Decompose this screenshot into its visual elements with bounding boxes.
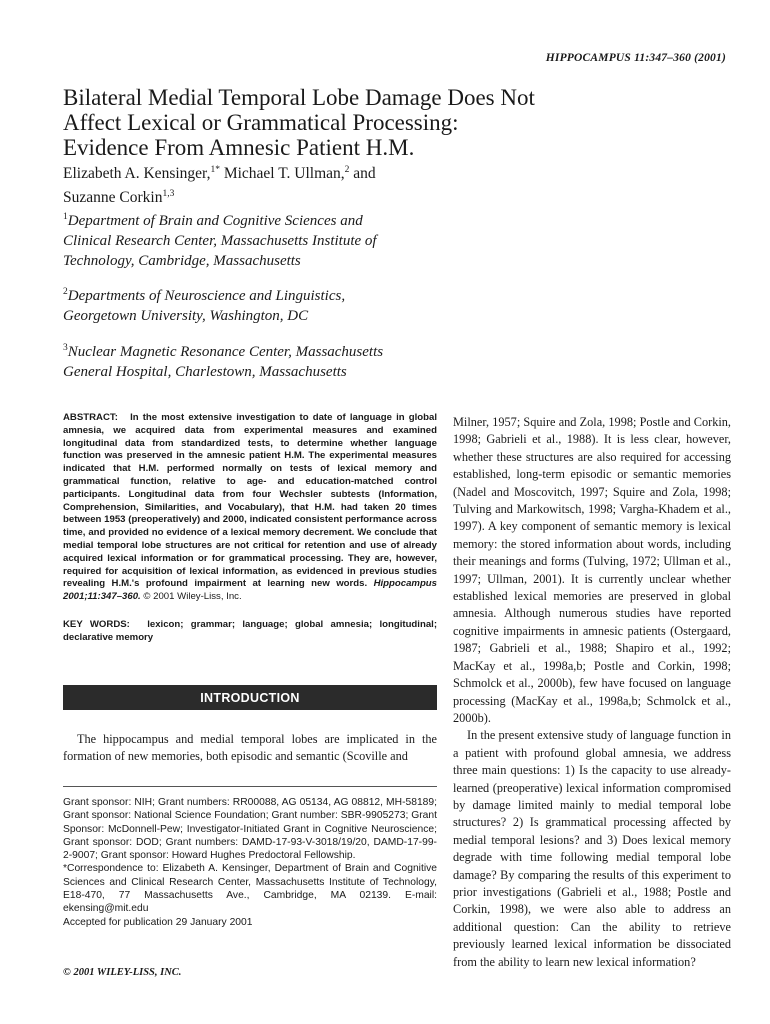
abstract-publisher: © 2001 Wiley-Liss, Inc. <box>143 591 242 603</box>
author-list <box>63 160 563 208</box>
keywords-label: KEY WORDS: <box>63 619 130 630</box>
title-line: Affect Lexical or Grammatical Processing: <box>63 110 459 135</box>
grant-footnote: Grant sponsor: NIH; Grant numbers: RR00088, AG 05134, AG 08812, MH-58189; Grant sponsor: National Science Foundation; Grant number: SBR-9905273; Grant Sponsor: McDonnell-Pew; Investigator-Initiated Grant in Cognitive Neuroscience; Grant sponsor: DOD; Grant numbers: DAMD-17-93-V-3018/19/20, DAMD-17-99-2-9007; Grant sponsor: Howard Hughes Predoctoral Fellowship. <box>63 797 437 862</box>
affiliation-line: Nuclear Magnetic Resonance Center, Massachusetts <box>67 344 384 360</box>
title-line: Evidence From Amnesic Patient H.M. <box>63 135 415 160</box>
author-affil-mark: 1,3 <box>162 189 175 199</box>
author-name: Suzanne Corkin <box>63 189 163 206</box>
copyright-notice: © 2001 WILEY-LISS, INC. <box>63 967 182 978</box>
abstract-label: ABSTRACT: <box>63 412 118 423</box>
affiliation-line: Technology, Cambridge, Massachusetts <box>63 253 301 269</box>
introduction-heading-text: INTRODUCTION <box>200 690 300 705</box>
author-name: Elizabeth A. Kensinger, <box>63 165 211 182</box>
abstract <box>63 412 437 604</box>
article-title <box>63 85 583 160</box>
journal-header: HIPPOCAMPUS 11:347–360 (2001) <box>545 52 726 64</box>
footnotes <box>63 796 437 929</box>
affiliation-3 <box>63 338 503 382</box>
affiliation-line: Georgetown University, Washington, DC <box>63 308 309 324</box>
author-affil-mark: 2 <box>344 165 350 175</box>
abstract-citation: Hippocampus 2001;11:347–360. <box>63 578 437 603</box>
keywords <box>63 619 437 645</box>
author-conjunction: and <box>349 165 376 182</box>
footnote-divider <box>63 786 437 787</box>
body-paragraph: In the present extensive study of language function in a patient with profound global amnesia, we address three main questions: 1) Is the capacity to use already-learned (preoperative) lexical information compromised by damage limited mainly to medial temporal lobe structures? 2) Is grammatical processing affected by medial temporal lesions? and 3) Does lexical memory degrade with time following medial temporal lobe damage? By comparing the results of this experiment to prior investigations (Gabrieli et al., 1988; Postle and Corkin, 1998), we were also able to address an additional question: Can the ability to retrieve previously learned lexical information be dissociated from the ability to learn new lexical information? <box>453 728 731 969</box>
author-name: Michael T. Ullman, <box>219 165 345 182</box>
affiliation-line: General Hospital, Charlestown, Massachusetts <box>63 364 347 380</box>
affiliation-mark: 3 <box>63 343 68 353</box>
affiliation-2 <box>63 282 503 326</box>
affiliation-line: Clinical Research Center, Massachusetts Institute of <box>63 233 377 249</box>
abstract-text: In the most extensive investigation to date of language in global amnesia, we acquired data from experimental measures and examined longitudinal data from standardized tests, to determine whether language function was preserved in the amnesic patient H.M. The experimental measures indicated that H.M. performed normally on tests of lexical memory and grammatical function, relative to age- and education-matched control participants. Longitudinal data from four Wechsler subtests (Information, Comprehension, Similarities, and Vocabulary), that H.M. had taken 20 times between 1953 (preoperatively) and 2000, indicated consistent performance across time, and provided no evidence of a lexical memory decrement. We conclude that medial temporal lobe structures are not critical for retention and use of already acquired lexical information or for grammatical processing. They are, however, required for acquisition of lexical information, as evidenced in previous studies revealing H.M.'s profound impairment at learning new words. <box>63 412 437 590</box>
affiliation-line: Departments of Neuroscience and Linguistics, <box>67 288 346 304</box>
accepted-footnote: Accepted for publication 29 January 2001 <box>63 916 253 928</box>
affiliation-line: Department of Brain and Cognitive Sciences and <box>67 213 363 229</box>
body-paragraph: Milner, 1957; Squire and Zola, 1998; Postle and Corkin, 1998; Gabrieli et al., 1988). It is less clear, however, whether these structures are also required for accessing established, long-term episodic or semantic memories (Nadel and Moscovitch, 1997; Squire and Zola, 1998; Tulving and Markowitsch, 1998; Vargha-Khadem et al., 1997). A key component of semantic memory is lexical memory: the stored information about words, including their meanings and forms (Tulving, 1972; Ullman et al., 1997; Ullman, 2001). It is currently unclear whether established lexical memories are preserved in global amnesia. Although numerous studies have reported cognitive impairments in amnesic patients (Ostergaard, 1987; Gabrieli et al., 1988; Shapiro et al., 1992; MacKay et al., 1998a,b; Postle and Corkin, 1998; Schmolck et al., 2000b), few have focused on language processing (MacKay et al., 1998a,b; Schmolck et al., 2000b). <box>453 415 731 725</box>
affiliation-mark: 2 <box>63 287 68 297</box>
affiliation-mark: 1 <box>63 212 68 222</box>
affiliation-1 <box>63 207 503 271</box>
keywords-text: lexicon; grammar; language; global amnesia; longitudinal; declarative memory <box>63 619 438 643</box>
introduction-paragraph: The hippocampus and medial temporal lobes are implicated in the formation of new memories, both episodic and semantic (Scoville and <box>63 732 437 763</box>
correspondence-footnote: *Correspondence to: Elizabeth A. Kensinger, Department of Brain and Cognitive Sciences and Clinical Research Center, Massachusetts Institute of Technology, E18-470, 77 Massachusetts Ave., Cambridge, MA 02139. E-mail: ekensing@mit.edu <box>63 863 437 915</box>
right-column-body <box>453 414 731 971</box>
introduction-heading <box>63 685 437 710</box>
title-line: Bilateral Medial Temporal Lobe Damage Does Not <box>63 85 535 110</box>
author-affil-mark: 1* <box>210 165 220 175</box>
